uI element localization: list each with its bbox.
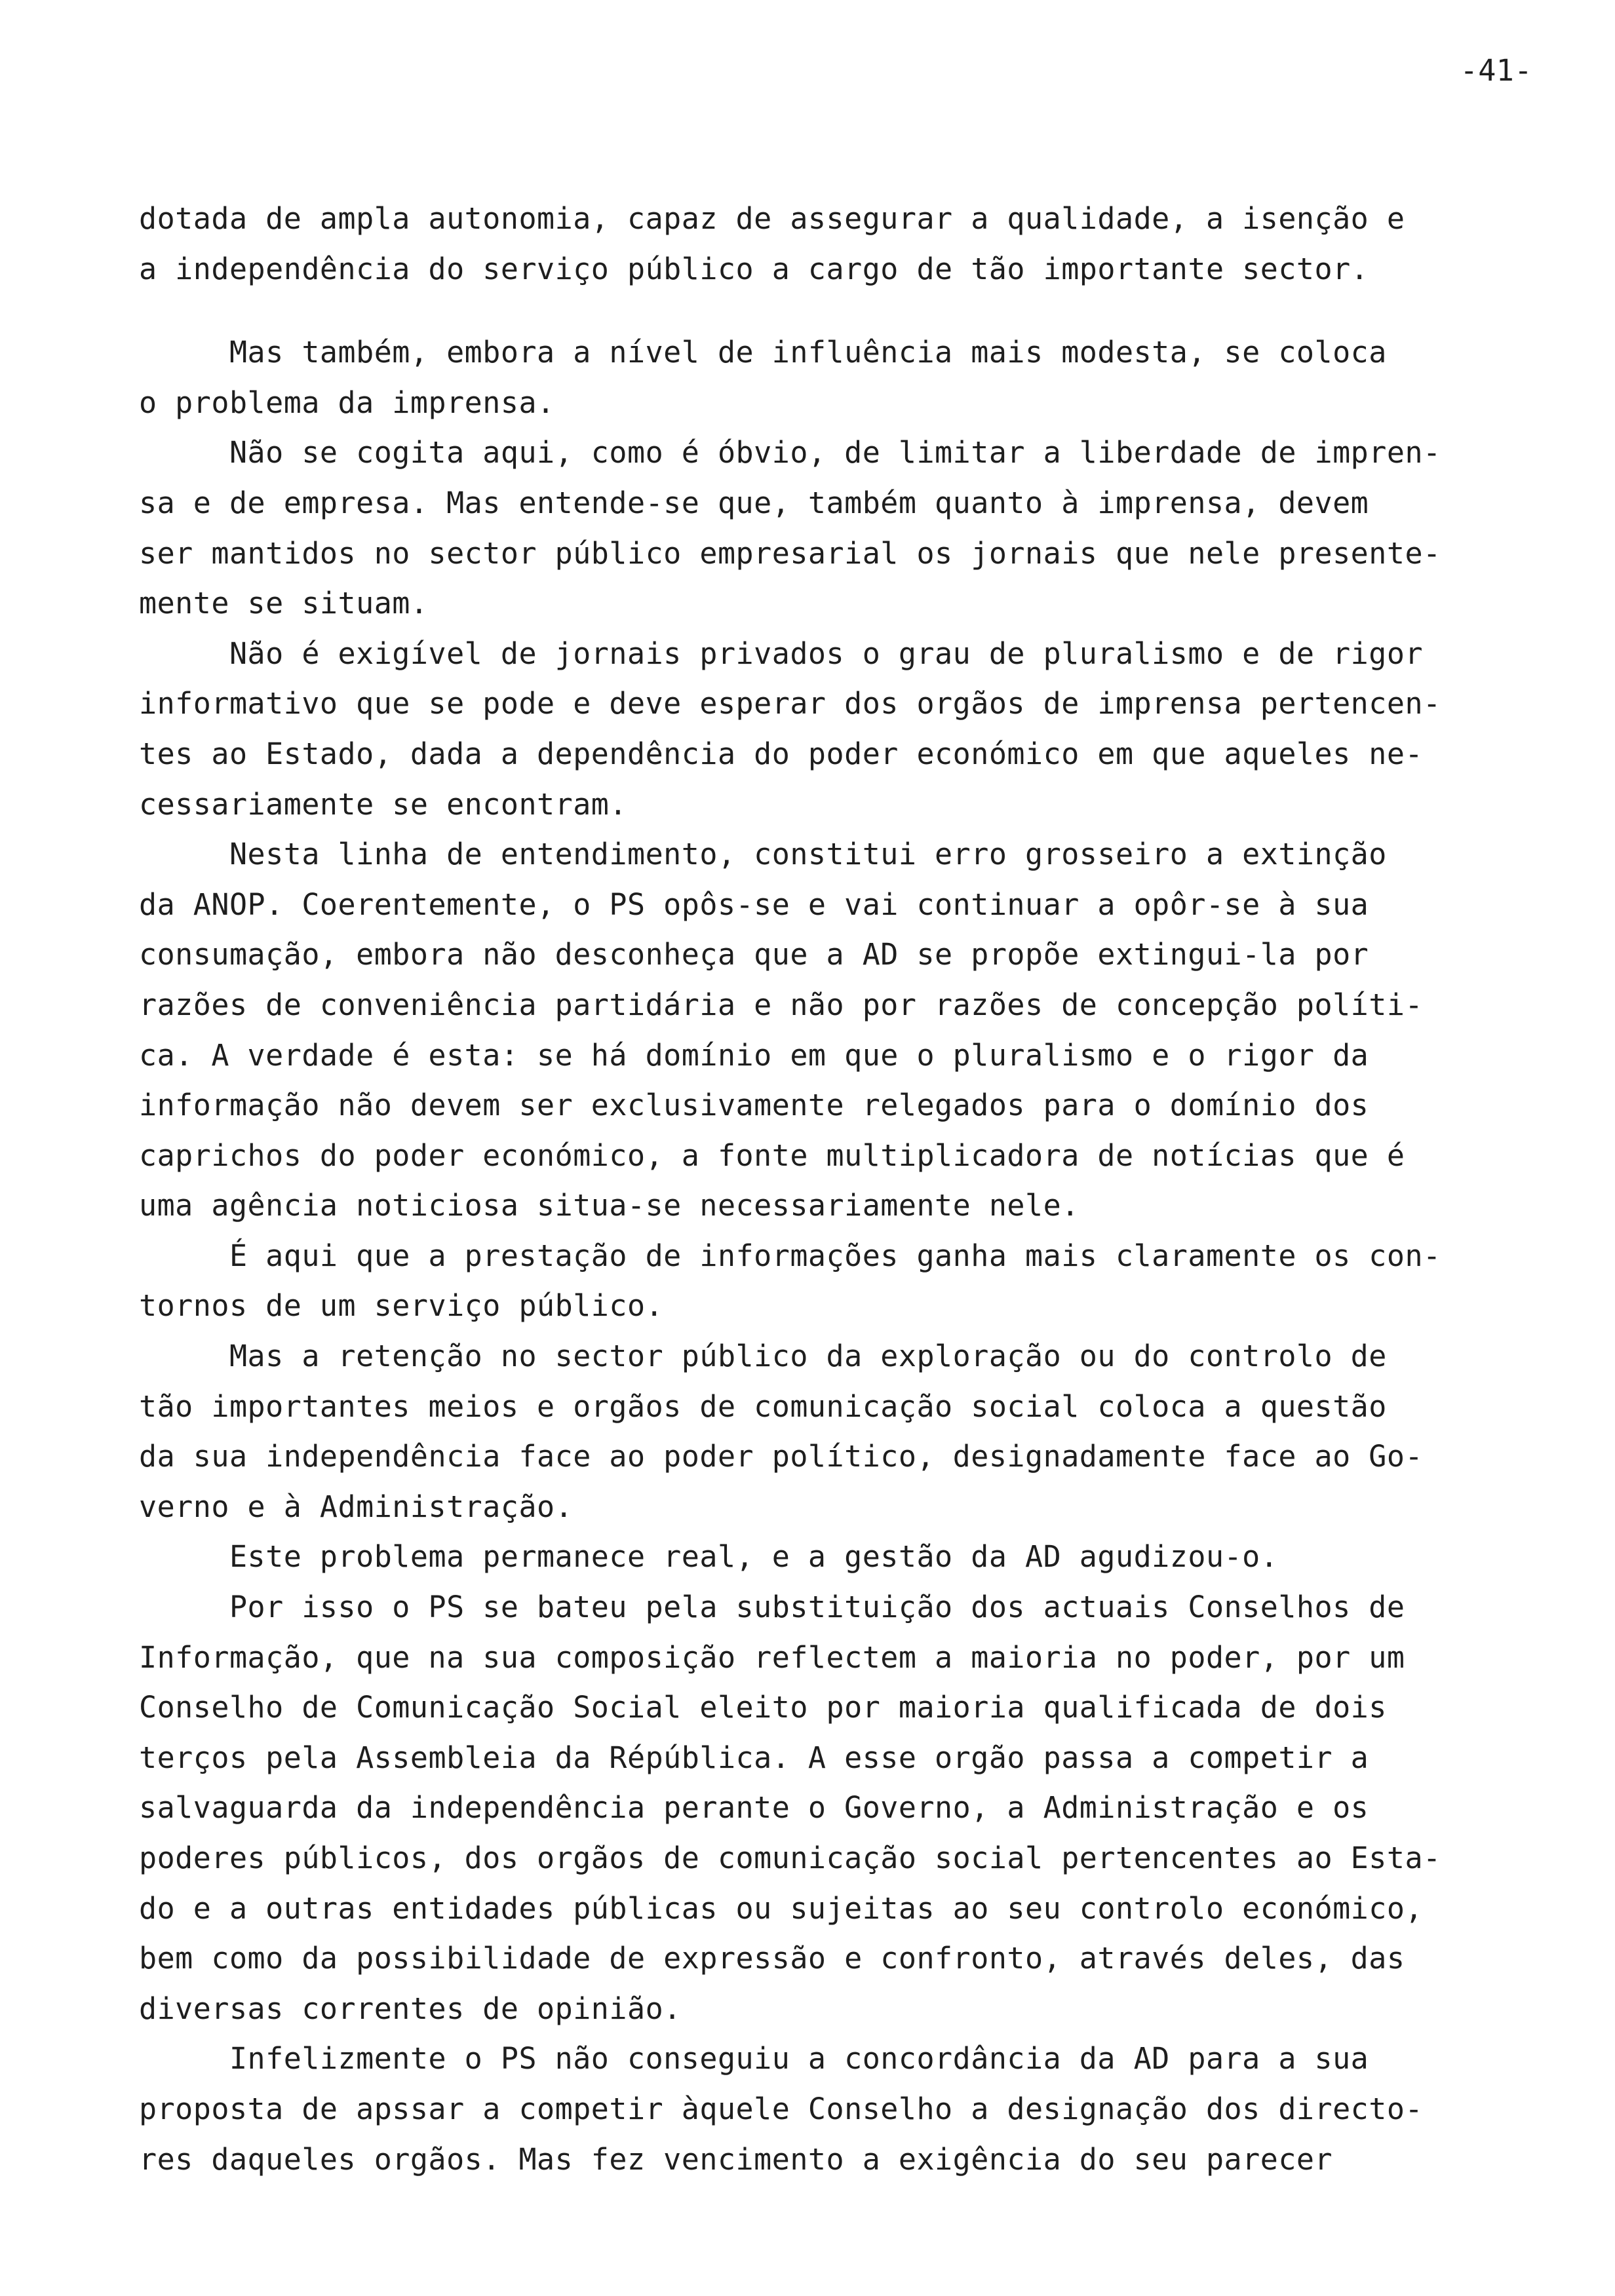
text-line: o problema da imprensa. [139,385,555,420]
text-line: Informação, que na sua composição reflectem a maioria no poder, por um [139,1639,1405,1675]
text-line: bem como da possibilidade de expressão e confronto, através deles, das [139,1941,1405,1976]
text-line: consumação, embora não desconheça que a AD se propõe extingui-la por [139,937,1369,972]
text-line: Nesta linha de entendimento, constitui erro grosseiro a extinção [139,837,1387,872]
text-line: Infelizmente o PS não conseguiu a concordância da AD para a sua [139,2041,1369,2076]
text-line: ser mantidos no sector público empresarial os jornais que nele presente- [139,535,1441,571]
text-line: informação não devem ser exclusivamente relegados para o domínio dos [139,1088,1369,1123]
text-line: do e a outras entidades públicas ou sujeitas ao seu controlo económico, [139,1890,1424,1926]
text-line: Não se cogita aqui, como é óbvio, de limitar a liberdade de impren- [139,435,1441,470]
text-line: Este problema permanece real, e a gestão da AD agudizou-o. [139,1539,1279,1575]
text-line: mente se situam. [139,586,429,621]
text-line: Mas também, embora a nível de influência mais modesta, se coloca [139,335,1387,370]
text-line: proposta de apssar a competir àquele Conselho a designação dos directo- [139,2091,1424,2126]
text-line: Mas a retenção no sector público da exploração ou do controlo de [139,1339,1387,1374]
text-line: terços pela Assembleia da Répública. A esse orgão passa a competir a [139,1740,1369,1775]
text-line: verno e à Administração. [139,1489,574,1524]
text-line: a independência do serviço público a cargo de tão importante sector. [139,251,1369,286]
text-line: Conselho de Comunicação Social eleito por maioria qualificada de dois [139,1690,1387,1725]
text-line: tornos de um serviço público. [139,1288,664,1324]
text-line: caprichos do poder económico, a fonte multiplicadora de notícias que é [139,1138,1405,1173]
text-line: diversas correntes de opinião. [139,1991,682,2026]
text-line: razões de conveniência partidária e não por razões de concepção políti- [139,987,1424,1022]
text-line: da sua independência face ao poder político, designadamente face ao Go- [139,1439,1424,1474]
document-body [139,194,1535,2185]
text-line: uma agência noticiosa situa-se necessariamente nele. [139,1188,1080,1223]
text-line: tão importantes meios e orgãos de comunicação social coloca a questão [139,1388,1387,1424]
text-line: salvaguarda da independência perante o Governo, a Administração e os [139,1790,1369,1826]
page-number: -41- [1460,53,1532,88]
text-line: da ANOP. Coerentemente, o PS opôs-se e vai continuar a opôr-se à sua [139,887,1369,922]
text-line: Não é exigível de jornais privados o grau de pluralismo e de rigor [139,636,1424,671]
text-line: dotada de ampla autonomia, capaz de assegurar a qualidade, a isenção e [139,201,1405,236]
text-line: res daqueles orgãos. Mas fez vencimento a exigência do seu parecer [139,2141,1333,2177]
text-line: Por isso o PS se bateu pela substituição dos actuais Conselhos de [139,1590,1405,1625]
text-line: informativo que se pode e deve esperar dos orgãos de imprensa pertencen- [139,686,1441,721]
text-line: tes ao Estado, dada a dependência do poder económico em que aqueles ne- [139,736,1424,771]
text-line: sa e de empresa. Mas entende-se que, também quanto à imprensa, devem [139,485,1369,520]
text-line: poderes públicos, dos orgãos de comunicação social pertencentes ao Esta- [139,1841,1441,1875]
paragraph-gap [139,294,1535,328]
text-line: ca. A verdade é esta: se há domínio em que o pluralismo e o rigor da [139,1037,1369,1073]
text-line: cessariamente se encontram. [139,786,627,822]
text-line: É aqui que a prestação de informações ganha mais claramente os con- [139,1238,1441,1273]
